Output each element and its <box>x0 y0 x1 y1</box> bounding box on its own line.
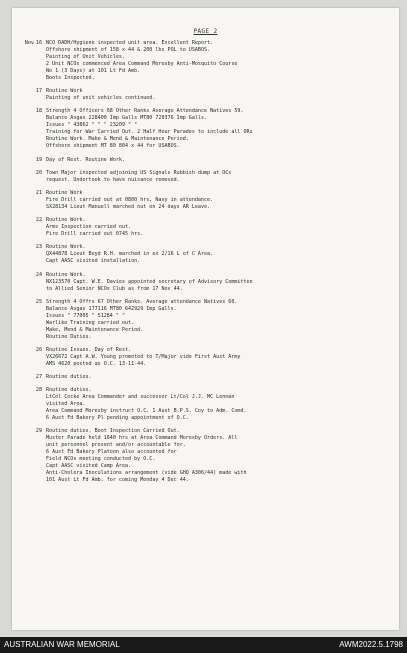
entry-date <box>18 428 42 484</box>
entry-line: Painting of unit vehicles continued. <box>46 95 156 102</box>
entry-line: Arms Inspection carried out. <box>46 224 132 231</box>
entry-date <box>18 217 42 238</box>
page-label: PAGE 2 <box>193 28 218 35</box>
entry-line: LtCol Cocke Area Commander and successor Lt/Col J.J. MC Lennan <box>46 394 235 401</box>
war-diary-entries <box>18 40 393 491</box>
entry-line: No 1 (3 Days) at 101 Lt Fd Amb. <box>46 68 141 74</box>
entry-month: Nov <box>24 40 34 46</box>
entry-date <box>18 108 42 150</box>
entry-line: NCO DADH/Hygiene inspected unit area. Excellent Report. <box>46 40 214 46</box>
entry-day: 22 <box>35 217 42 224</box>
entry-line: Issues " 77005 " 51284 " " <box>46 312 126 319</box>
entry-day: 26 <box>35 346 42 353</box>
entry-day: 18 <box>35 108 42 115</box>
entry-line: Fire Drill carried out 0745 hrs. <box>46 231 144 238</box>
entry-line: Day of Rest. Routine Work. <box>46 156 126 163</box>
entry-line: Area Command Moresby instruct O.C. 1 Aust B.P.S. Coy to Adm. Comd. <box>46 408 247 415</box>
entry-line: QX44878 Lieut Boyd R.H. marched in ex 2/16 L of C Area. <box>46 251 214 258</box>
diary-entry <box>18 217 393 238</box>
document-page <box>12 8 399 630</box>
entry-text <box>46 428 393 484</box>
entry-line: Routine duties. Boot Inspection Carried Out. <box>46 428 180 435</box>
entry-line: Offshore shipment MT 80 804 x 44 for USABOS. <box>46 143 180 150</box>
entry-line: Muster Parade held 1640 hrs at Area Command Moresby Orders. All <box>46 435 238 442</box>
entry-line: Anti-Cholera Inoculations arrangement (vide GHQ A306/44) made with <box>46 470 247 477</box>
entry-text <box>46 170 393 184</box>
entry-date <box>18 299 42 341</box>
entry-text <box>46 374 393 381</box>
entry-line: Capt AASC visited installation. <box>46 258 141 265</box>
entry-line: Routine Work <box>46 189 83 196</box>
entry-line: 6 Aust Fd Bakery Pl pending appointment of O.C. <box>46 415 189 422</box>
entry-line: Town Major inspected adjoining US Signals Rubbish dump at OCs <box>46 169 232 176</box>
entry-line: Balance Avgas 177116 MT80 642929 Imp Galls. <box>46 305 177 312</box>
entry-date <box>18 157 42 164</box>
entry-day: 25 <box>35 298 42 305</box>
diary-entry <box>18 387 393 422</box>
entry-line: Strength 4 Officers 68 Other Ranks Average Attendance Natives 59. <box>46 108 244 115</box>
entry-text <box>46 108 393 150</box>
entry-date <box>18 244 42 265</box>
entry-line: Routine Duties. <box>46 333 92 340</box>
entry-line: VX26672 Capt A.W. Young promoted to T/Major vide First Aust Army <box>46 353 241 360</box>
entry-line: Warlike Training carried out. <box>46 319 135 326</box>
entry-line: visited Area. <box>46 401 86 408</box>
entry-line: Field NCOs meeting conducted by O.C. <box>46 456 156 463</box>
entry-date <box>18 190 42 211</box>
entry-day: 21 <box>35 189 42 196</box>
entry-line: request. Undertook to have nuisance removed. <box>46 176 180 183</box>
entry-line: Offshore shipment of 158 x 44 & 200 lbs POL to USABOS. <box>46 47 211 53</box>
entry-day: 29 <box>35 428 42 435</box>
diary-entry <box>18 299 393 341</box>
entry-line: AMS 4620 posted as O.C. 13-11-44. <box>46 360 147 367</box>
entry-text <box>46 299 393 341</box>
entry-text <box>46 88 393 102</box>
entry-day: 27 <box>35 374 42 381</box>
entry-date <box>18 88 42 102</box>
diary-entry <box>18 347 393 368</box>
entry-line: 101 Aust Lt Fd Amb. for coming Monday 4 Dec 44. <box>46 477 189 484</box>
entry-day: 16 <box>35 40 42 46</box>
entry-date <box>18 170 42 184</box>
entry-text <box>46 347 393 368</box>
entry-line: to Allied Senior NCOs Club as from 17 Nov 44. <box>46 285 183 292</box>
footer-bar <box>0 637 407 653</box>
diary-entry <box>18 272 393 293</box>
footer-accession-number: AWM2022.5.1798 <box>339 640 403 649</box>
diary-entry <box>18 108 393 150</box>
entry-line: Routine duties. <box>46 374 92 381</box>
entry-date <box>18 374 42 381</box>
diary-entry <box>18 40 393 82</box>
entry-line: Balance Avgas 228400 Imp Galls MT80 720376 Imp Galls. <box>46 115 208 122</box>
entry-text <box>46 387 393 422</box>
diary-entry <box>18 157 393 164</box>
entry-day: 28 <box>35 387 42 394</box>
entry-text <box>46 157 393 164</box>
entry-day: 19 <box>35 156 42 163</box>
entry-text <box>46 272 393 293</box>
entry-day: 17 <box>35 88 42 95</box>
diary-entry <box>18 190 393 211</box>
entry-line: Make, Mend & Maintenance Period. <box>46 326 144 333</box>
entry-day: 20 <box>35 169 42 176</box>
entry-line: unit personnel present and/or accountable for. <box>46 442 186 449</box>
footer-source: AUSTRALIAN WAR MEMORIAL <box>4 640 120 649</box>
entry-line: Routine Work. <box>46 217 86 224</box>
entry-text <box>46 217 393 238</box>
entry-line: Strength 4 Offrs 67 Other Ranks. Average attendance Natives 60. <box>46 298 238 305</box>
entry-line: Painting of Unit Vehicles. <box>46 54 126 60</box>
entry-date <box>18 387 42 422</box>
diary-entry <box>18 244 393 265</box>
entry-day: 24 <box>35 271 42 278</box>
entry-line: Routine Work. <box>46 271 86 278</box>
diary-entry <box>18 170 393 184</box>
entry-text <box>46 244 393 265</box>
entry-line: Boots Inspected. <box>46 75 95 81</box>
entry-line: Routine Work. Make & Mend & Maintenance Period. <box>46 136 189 143</box>
entry-day: 23 <box>35 244 42 251</box>
diary-entry <box>18 428 393 484</box>
entry-date <box>18 40 42 82</box>
entry-line: 6 Aust Fd Bakery Platoon also accounted for <box>46 449 177 456</box>
entry-line: Training for War Carried Out. 2 Half Hour Parades to include all ORs <box>46 129 253 136</box>
entry-date <box>18 347 42 368</box>
entry-line: Issues " 43862 " " " 23209 " " <box>46 122 138 129</box>
entry-line: Routine duties. <box>46 387 92 394</box>
diary-entry <box>18 88 393 102</box>
entry-text <box>46 40 393 82</box>
diary-entry <box>18 374 393 381</box>
entry-text <box>46 190 393 211</box>
entry-line: 2 Unit NCOs commenced Area Command Moresby Anti-Mosquito Course <box>46 61 238 67</box>
entry-line: Routine Work <box>46 88 83 95</box>
entry-line: NX123570 Capt. W.E. Davies appointed secretary of Advisory Committee <box>46 278 253 285</box>
entry-line: Routine Work. <box>46 244 86 251</box>
entry-line: Routine Issues. Day of Rest. <box>46 346 132 353</box>
entry-line: SX28134 Lieut Manuell marched out on 24 days AR Leave. <box>46 203 211 210</box>
entry-date <box>18 272 42 293</box>
entry-line: Capt AASC visited Camp Area. <box>46 463 132 470</box>
entry-line: Fire Drill carried out at 0800 hrs, Navy in attendance. <box>46 196 214 203</box>
